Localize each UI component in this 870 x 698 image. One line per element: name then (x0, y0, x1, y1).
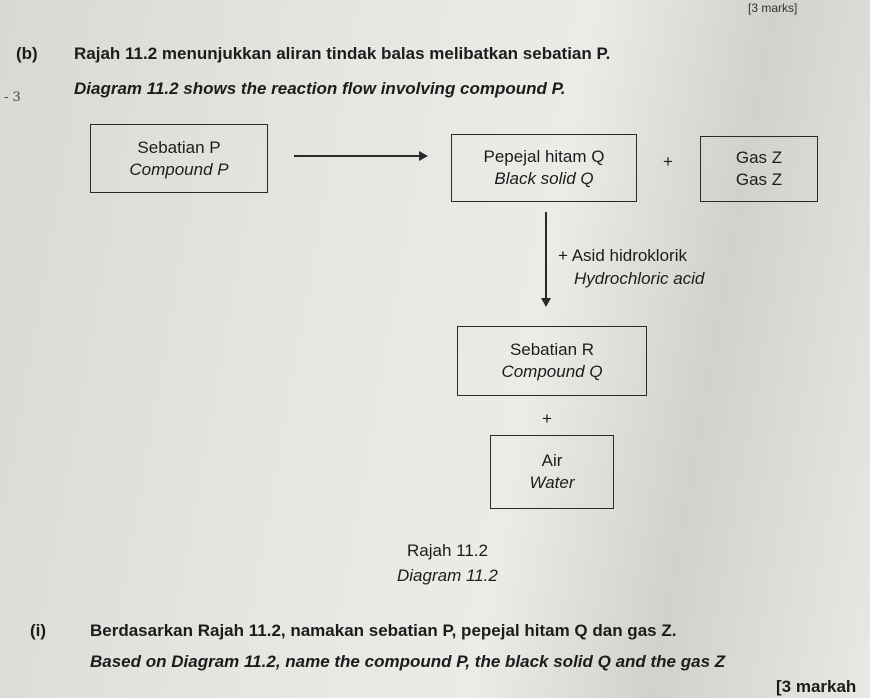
arrow-q-to-r (545, 212, 547, 304)
marks-label-bottom: [3 markah (776, 677, 857, 696)
question-i-english-text: Based on Diagram 11.2, name the compound P, the black solid Q and the gas Z (90, 652, 726, 671)
gas-z-malay: Gas Z (735, 148, 783, 167)
handwritten-margin-note: - 3 (4, 90, 21, 105)
reagent-malay: + Asid hidroklorik (558, 246, 687, 265)
water-english: Water (529, 473, 575, 492)
arrow-p-to-q (294, 155, 426, 157)
part-b-english-text: Diagram 11.2 shows the reaction flow involving compound P. (74, 79, 566, 98)
compound-r-box (457, 326, 647, 396)
diagram-caption-malay: Rajah 11.2 (407, 541, 488, 560)
diagram-caption-english: Diagram 11.2 (397, 566, 498, 585)
black-solid-q-malay: Pepejal hitam Q (483, 147, 605, 166)
water-box (490, 435, 614, 509)
question-i-malay-text: Berdasarkan Rajah 11.2, namakan sebatian P, pepejal hitam Q dan gas Z. (90, 621, 677, 640)
gas-z-english: Gas Z (735, 170, 783, 189)
compound-p-box (90, 124, 268, 193)
part-b-malay-text: Rajah 11.2 menunjukkan aliran tindak balas melibatkan sebatian P. (74, 44, 611, 63)
marks-label-top: [3 marks] (748, 1, 798, 15)
black-solid-q-box (451, 134, 637, 202)
compound-r-malay: Sebatian R (509, 340, 595, 359)
plus-sign-water: + (542, 409, 552, 428)
part-b-label: (b) (16, 44, 38, 63)
gas-z-box (700, 136, 818, 202)
compound-r-english: Compound Q (501, 362, 603, 381)
plus-sign-gas: + (663, 152, 673, 171)
water-malay: Air (541, 451, 563, 470)
compound-p-english: Compound P (129, 159, 229, 179)
black-solid-q-english: Black solid Q (494, 169, 594, 188)
reagent-english: Hydrochloric acid (574, 269, 705, 288)
compound-p-malay: Sebatian P (137, 137, 221, 157)
question-i-label: (i) (30, 621, 47, 640)
